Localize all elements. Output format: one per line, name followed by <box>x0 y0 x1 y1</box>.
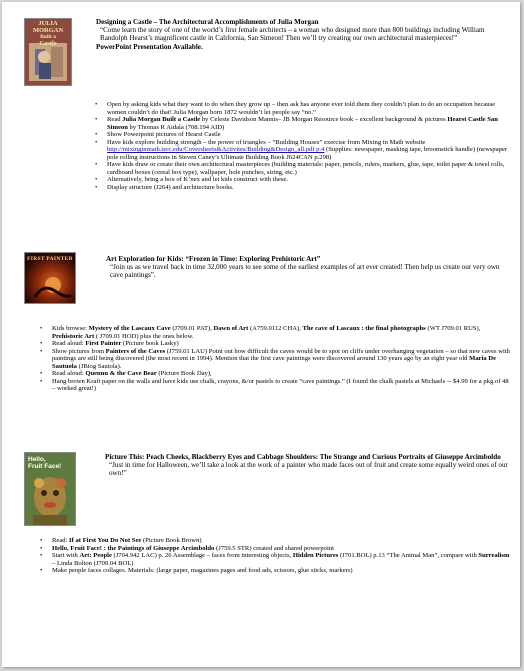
list-text: (JBiog Sautola). <box>76 362 122 370</box>
bullet-icon: • <box>40 537 43 544</box>
list-item <box>95 116 511 131</box>
list-text: Have kids explore building strength – the power of triangles – “Building Houses” exercise from Mixing in Math website <box>107 138 426 146</box>
list-text: Make people faces collages. Materials: (large paper, magazines pages and food ads, scissors, glue sticks, markers) <box>52 567 353 575</box>
bullet-icon: • <box>95 184 98 192</box>
list-text: Kids browse: <box>52 325 89 332</box>
list-text: Have kids draw or create their own architectural masterpieces (building materials: paper, pencils, rulers, markers, glue, tape, toilet paper & towel rolls, cardboard boxes (cereal box type), wallpaper, hole punches, string, etc.) <box>107 161 505 176</box>
bullet-icon: • <box>40 377 43 385</box>
list-text: (J709.01 PAT), <box>170 325 214 332</box>
cover-title-line: Castle <box>39 39 57 47</box>
book-title: Julia Morgan Built a Castle <box>122 116 201 124</box>
bullet-icon: • <box>95 116 98 124</box>
bullet-icon: • <box>40 567 43 575</box>
book-title: Quennu & the Cave Bear <box>85 370 157 378</box>
list-text: (Supplies: newspaper, masking tape, broomstick handle) (newspaper pole rolling instructions in Steven Caney’s Ultimate Building Book J624CAN p.298) <box>107 146 508 161</box>
list-text: Read aloud: <box>52 340 86 348</box>
book-title: Art: People <box>79 552 112 560</box>
document-page <box>2 2 520 667</box>
list-text: Open by asking kids what they want to do when they grow up – then ask has anyone ever told them they couldn’t plan to do an occupation because women couldn’t do that! Julia Morgan born 1872 wouldn’t let people say “no.” <box>107 101 496 116</box>
list-text: Hang brown Kraft paper on the walls and have kids use chalk, crayons, &/or pastels to create “cave paintings.” (I found the chalk pastels at Michaels -- $4.99 for a pkg.of 48 – worked great!) <box>52 377 509 393</box>
list-item <box>40 537 512 545</box>
book-title: Prehistoric Art <box>52 332 95 340</box>
section-header <box>106 255 508 280</box>
bullet-icon: • <box>40 544 43 552</box>
cover-title-line: JULIA MORGAN <box>32 20 64 34</box>
book-title: Hearst Castle San Simeon <box>107 116 498 131</box>
cover-title-line: Fruit Face! <box>28 463 62 470</box>
book-title: Hidden Pictures <box>292 552 339 560</box>
list-item <box>40 340 512 348</box>
activity-list <box>40 537 512 575</box>
book-title: Painters of the Caves <box>105 347 166 355</box>
section-intro: “Come learn the story of one of the world’s first female architects – a woman who designed more than 800 buildings including William Randolph Hearst’s magnificent castle in California, San Simeon! Then we’ll try creating our own architectural masterpieces!” <box>100 26 485 43</box>
list-item <box>40 567 512 575</box>
list-item <box>40 347 512 371</box>
list-text: (WT J709.01 RUS), <box>425 325 481 332</box>
list-text: Start with <box>52 552 80 560</box>
list-text: (A759.0112 CHA), <box>248 325 303 332</box>
bullet-icon: • <box>40 552 43 560</box>
cover-title-line: Built a <box>40 34 56 40</box>
list-item <box>40 544 512 553</box>
book-title: Dawn of Art <box>213 325 249 332</box>
list-text: – Linda Bolton (J709.04 BOL) <box>52 559 134 567</box>
list-text: (J701.BOL) p.13 “The Animal Man”, compare with <box>338 552 479 560</box>
bullet-icon: • <box>95 176 98 184</box>
list-item <box>95 161 511 176</box>
cover-title: FIRST PAINTER <box>27 256 73 262</box>
book-cover-fruit-face <box>24 452 76 526</box>
list-item <box>40 377 512 393</box>
section-intro: “Just in time for Halloween, we’ll take a look at the work of a painter who made faces out of fruit and create some equally weird ones of our own!” <box>109 461 508 478</box>
cover-title-line: Hello, <box>28 456 46 463</box>
section-intro: “Join us as we travel back in time 32,000 years to see some of the earliest examples of art ever created! Then help us create our very own cave paintings”. <box>110 263 500 280</box>
book-title: Hello, Fruit Face! : the Paintings of Giuseppe Arcimboldo <box>52 544 215 552</box>
list-text: Alternatively, bring a box of K’nex and let kids construct with these. <box>107 176 289 184</box>
book-title: If at First You Do Not See <box>69 537 142 544</box>
list-text: Read <box>107 116 123 124</box>
list-text: (Picture Book Brown) <box>141 537 202 544</box>
list-text: by Celeste Davidson Mannis– JB Morgan Resource book – excellent background & pictures <box>200 116 448 124</box>
list-text: Read: <box>52 537 70 544</box>
list-item <box>40 325 512 340</box>
list-text: ( J709.01 HOD) plus the ones below. <box>94 332 194 340</box>
list-text: (Picture book Lasky) <box>121 340 179 348</box>
list-item <box>95 101 511 116</box>
list-item <box>95 176 511 184</box>
list-item <box>95 131 511 139</box>
book-cover-julia-morgan <box>24 18 72 86</box>
list-item <box>40 552 512 567</box>
list-text: by Thomas R Aidala (708.194 AID) <box>127 123 225 131</box>
book-title: First Painter <box>85 340 122 348</box>
bullet-icon: • <box>95 138 98 146</box>
bullet-icon: • <box>40 340 43 348</box>
website-link[interactable]: http://mixinginmath.terc.edu/Coversheets&Activites/Building&Design_all.pdf p.4 <box>107 146 325 154</box>
list-text: (Picture Book Day), <box>156 370 212 378</box>
list-text: (J759.5 STR) created and shared powerpoint <box>214 544 334 552</box>
bullet-icon: • <box>40 347 43 355</box>
book-title: Maria De Sautuola <box>52 355 497 370</box>
list-text: (J759.01 LAU) Point out how difficult the caves would be to spot on cliffs under overhanging vegetation – so that new caves with paintings are still being discovered (the most recent in 1994). Mention that the first cave paintings were discovered around 130 years ago by an eight year old <box>52 347 510 363</box>
list-item <box>95 184 511 192</box>
list-text: Read aloud: <box>52 370 86 378</box>
activity-list <box>95 101 511 192</box>
list-item <box>95 138 511 162</box>
activity-list <box>40 325 512 393</box>
bullet-icon: • <box>95 101 98 108</box>
list-item <box>40 370 512 378</box>
section-header <box>105 453 511 478</box>
powerpoint-note: PowerPoint Presentation Available. <box>96 42 203 51</box>
book-title: Mystery of the Lascaux Cave <box>88 325 171 332</box>
book-title: The cave of Lascaux : the final photographs <box>302 325 426 332</box>
book-title: Surrealism <box>478 552 510 560</box>
bullet-icon: • <box>40 370 43 378</box>
list-text: (J704.942 LAC) p. 26 Assemblage – faces from interesting objects, <box>111 552 293 560</box>
list-text: Show pictures from <box>52 347 106 355</box>
list-text: Display structure (J264) and architecture books. <box>107 184 234 192</box>
section-header <box>96 18 508 51</box>
cover-title <box>28 456 74 470</box>
bullet-icon: • <box>40 325 43 332</box>
bullet-icon: • <box>95 131 98 139</box>
list-text: Show Powerpoint pictures of Hearst Castle <box>107 131 221 139</box>
cover-title <box>25 21 71 47</box>
section-title: Art Exploration for Kids: “Frozen in Time: Exploring Prehistoric Art” <box>106 255 321 263</box>
section-title: Designing a Castle – The Architectural Accomplishments of Julia Morgan <box>96 18 319 26</box>
bullet-icon: • <box>95 161 98 169</box>
book-cover-first-painter <box>24 252 76 304</box>
section-title: Picture This: Peach Cheeks, Blackberry Eyes and Cabbage Shoulders: The Strange and Curious Portraits of Giuseppe Arcimboldo <box>105 453 501 461</box>
